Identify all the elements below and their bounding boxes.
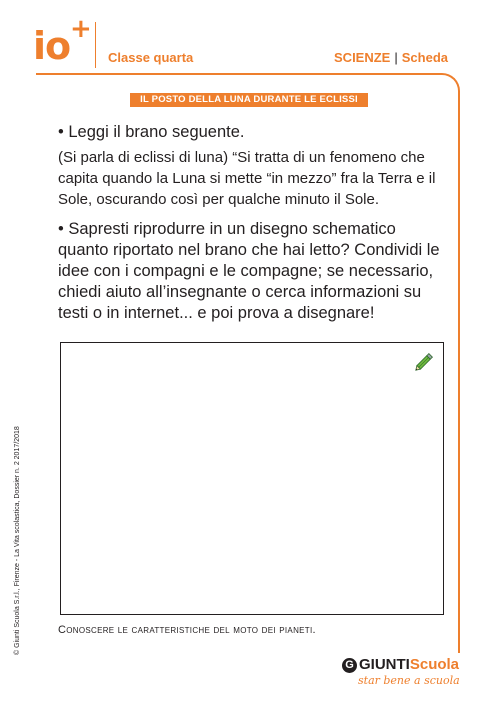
giunti-g-icon: G: [342, 658, 357, 673]
drawing-area[interactable]: [60, 342, 444, 615]
header-divider: [95, 22, 96, 68]
publisher-tagline: star bene a scuola: [358, 674, 460, 687]
logo-text: io: [33, 24, 71, 68]
subject-header: [334, 50, 448, 65]
io-logo: [33, 24, 71, 68]
class-label: Classe quarta: [108, 50, 194, 65]
logo-plus: +: [70, 14, 92, 44]
publisher-giunti: GIUNTI: [359, 656, 410, 673]
subject-label: SCIENZE: [334, 50, 391, 65]
passage-text: (Si parla di eclissi di luna) “Si tratta di un fenomeno che capita quando la Luna si mette “in mezzo” fra la Terra e il Sole, oscurando così per qualche minuto il Sole.: [58, 149, 436, 208]
title-banner: IL POSTO DELLA LUNA DURANTE LE ECLISSI: [130, 93, 368, 107]
sheet-label: Scheda: [401, 50, 448, 65]
pencil-icon: [413, 349, 437, 378]
subject-separator: |: [394, 50, 398, 65]
publisher-scuola: Scuola: [409, 656, 460, 673]
learning-objective: Conoscere le caratteristiche del moto dei pianeti.: [58, 624, 316, 636]
copyright-notice: © Giunti Scuola S.r.l., Firenze - La Vita scolastica, Dossier n. 2 2017/2018: [14, 426, 21, 655]
instruction-draw: • Sapresti riprodurre in un disegno schematico quanto riportato nel brano che hai letto? Condividi le idee con i compagni e le compagne; se necessario, chiedi aiuto all’insegnante o cerca informazioni su testi o in internet... e poi prova a disegnare!: [58, 220, 440, 322]
publisher-logo: [342, 656, 459, 673]
instruction-read: • Leggi il brano seguente.: [58, 123, 245, 141]
